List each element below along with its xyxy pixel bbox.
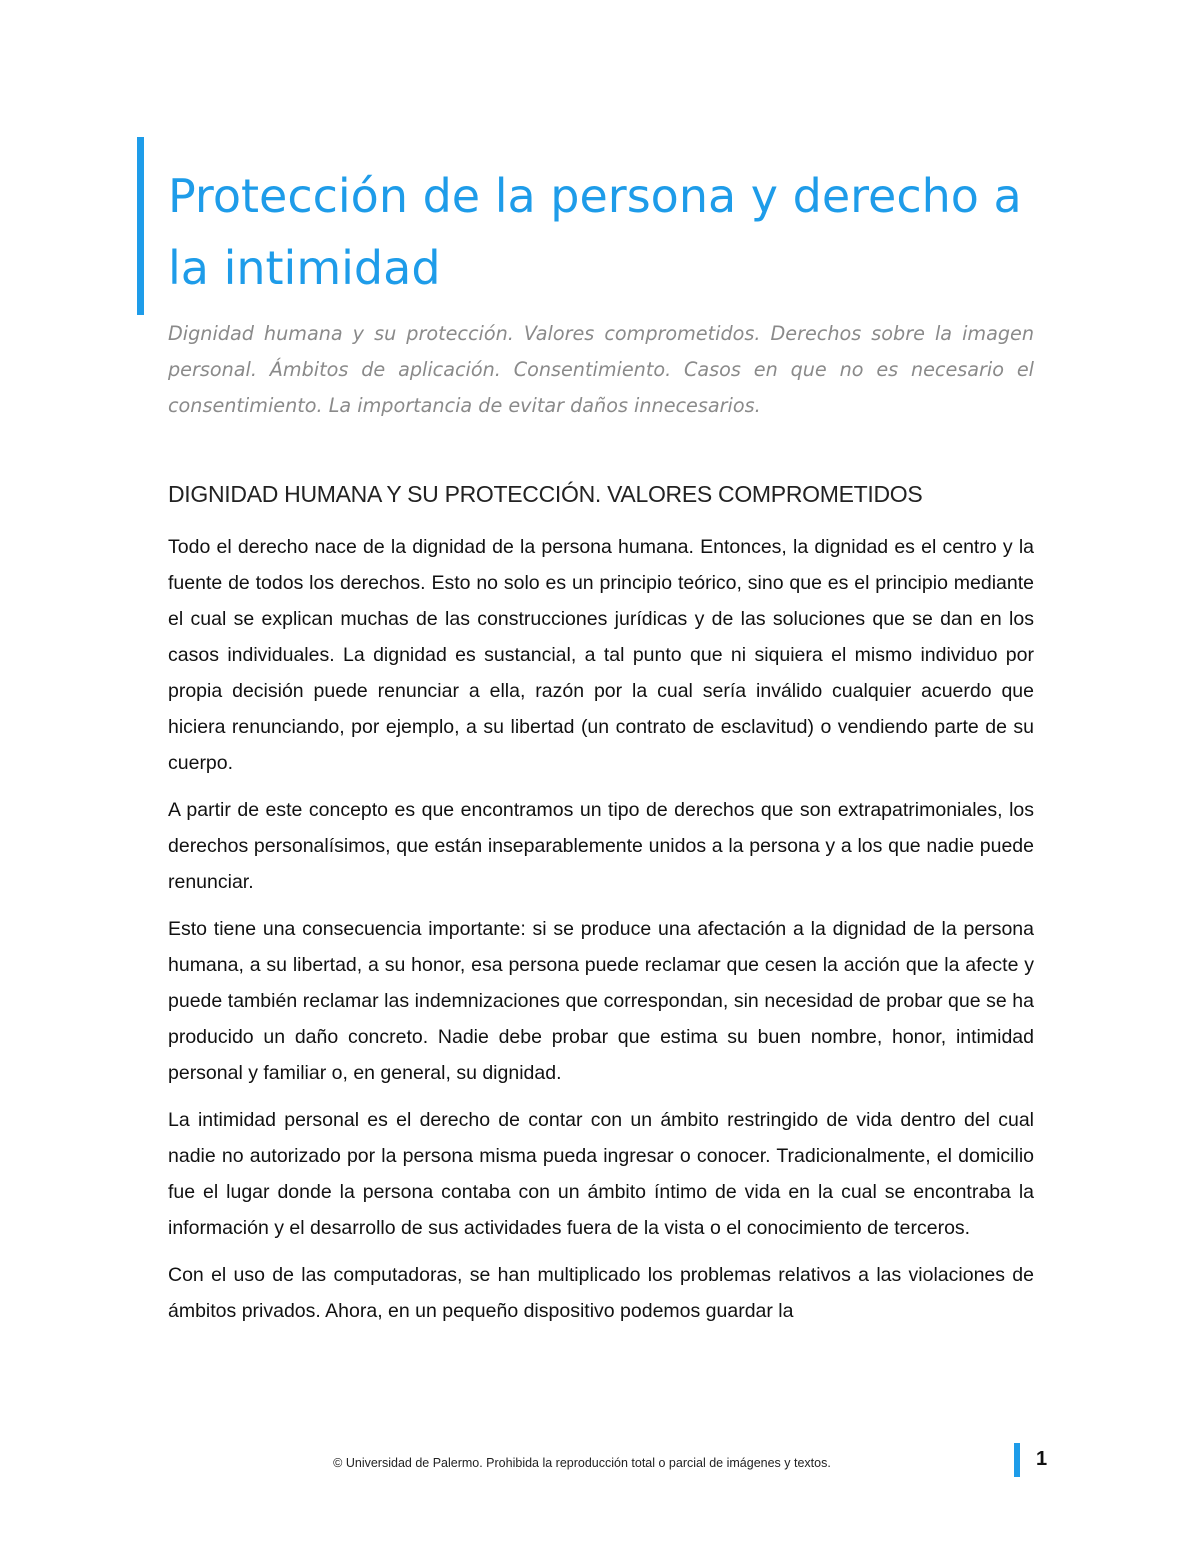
page-title: Protección de la persona y derecho a la intimidad xyxy=(168,169,1022,295)
paragraph-4: La intimidad personal es el derecho de contar con un ámbito restringido de vida dentro del cual nadie no autorizado por la persona misma pueda ingresar o conocer. Tradicionalmente, el domicilio fue el lugar donde la persona contaba con un ámbito íntimo de vida en la cual se encontraba la información y el desarrollo de sus actividades fuera de la vista o el conocimiento de terceros. xyxy=(168,1109,1034,1239)
paragraph-1: Todo el derecho nace de la dignidad de la persona humana. Entonces, la dignidad es el centro y la fuente de todos los derechos. Esto no solo es un principio teórico, sino que es el principio mediante el cual se explican muchas de las construcciones jurídicas y de las soluciones que se dan en los casos individuales. La dignidad es sustancial, a tal punto que ni siquiera el mismo individuo por propia decisión puede renunciar a ella, razón por la cual sería inválido cualquier acuerdo que hiciera renunciando, por ejemplo, a su libertad (un contrato de esclavitud) o vendiendo parte de su cuerpo. xyxy=(168,536,1034,774)
body-text xyxy=(168,529,1034,1340)
section-heading: DIGNIDAD HUMANA Y SU PROTECCIÓN. VALORES COMPROMETIDOS xyxy=(168,481,923,507)
page-number: 1 xyxy=(1036,1448,1048,1470)
paragraph-2: A partir de este concepto es que encontramos un tipo de derechos que son extrapatrimoniales, los derechos personalísimos, que están inseparablemente unidos a la persona y a los que nadie puede renunciar. xyxy=(168,799,1034,893)
title-accent-bar xyxy=(137,137,144,315)
page-number-accent-bar xyxy=(1014,1443,1020,1477)
paragraph-3: Esto tiene una consecuencia importante: si se produce una afectación a la dignidad de la persona humana, a su libertad, a su honor, esa persona puede reclamar que cesen la acción que la afecte y puede también reclamar las indemnizaciones que correspondan, sin necesidad de probar que se ha producido un daño concreto. Nadie debe probar que estima su buen nombre, honor, intimidad personal y familiar o, en general, su dignidad. xyxy=(168,918,1034,1084)
page-subtitle: Dignidad humana y su protección. Valores comprometidos. Derechos sobre la imagen personal. Ámbitos de aplicación. Consentimiento. Casos en que no es necesario el consentimiento. La importancia de evitar daños innecesarios. xyxy=(168,322,1034,417)
footer-copyright: © Universidad de Palermo. Prohibida la reproducción total o parcial de imágenes y textos. xyxy=(333,1456,831,1470)
paragraph-5: Con el uso de las computadoras, se han multiplicado los problemas relativos a las violaciones de ámbitos privados. Ahora, en un pequeño dispositivo podemos guardar la xyxy=(168,1264,1034,1322)
